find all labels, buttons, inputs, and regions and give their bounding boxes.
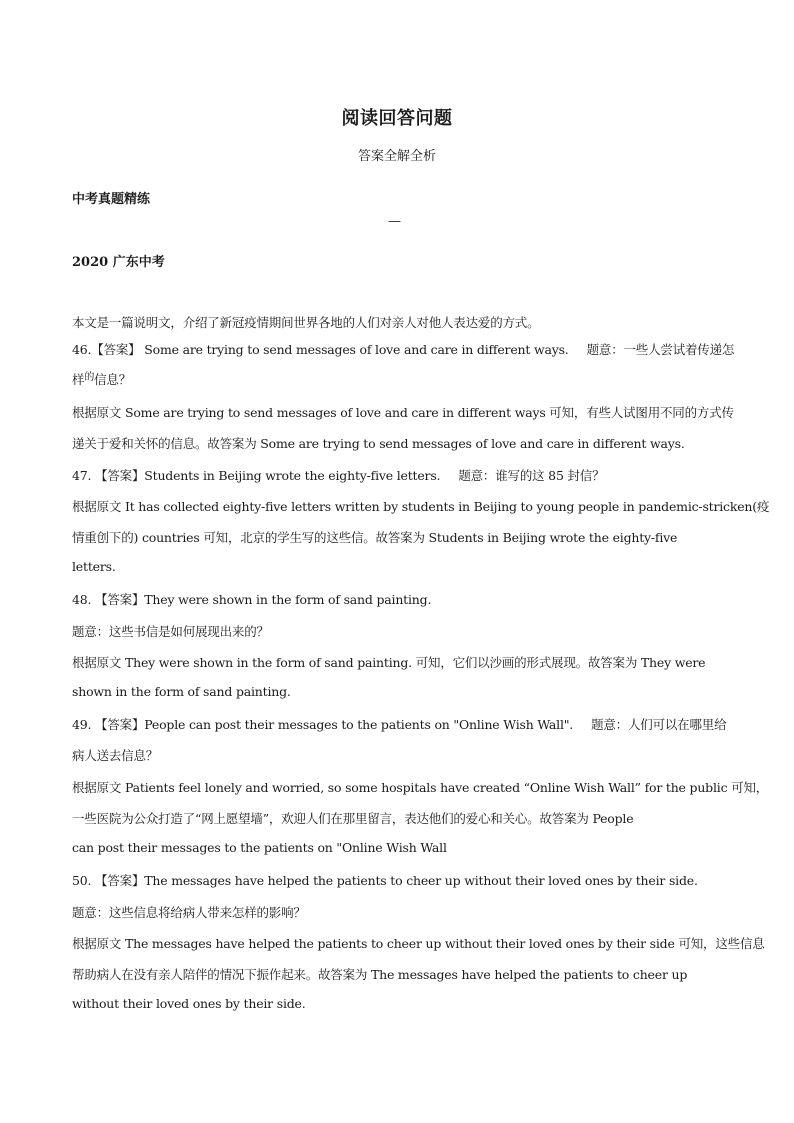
answer-line: 根据原文 Some are trying to send messages of love and care in different ways 可知，有些人试图用不同的方式传 [72,405,734,420]
answer-line: without their loved ones by their side. [72,996,306,1011]
section-heading: 中考真题精练 [72,192,151,207]
intro-paragraph: 本文是一篇说明文，介绍了新冠疫情期间世界各地的人们对亲人对他人表达爱的方式。 [72,315,540,330]
answer-line: shown in the form of sand painting. [72,684,291,699]
answer-line [72,715,727,733]
line-text-question: 信息？ [94,372,132,387]
page-title: 阅读回答问题 [341,108,453,129]
answer-line: 48. 【答案】They were shown in the form of sand painting. [72,592,432,607]
answer-line: 根据原文 The messages have helped the patients to cheer up without their loved ones by their side 可知，这些信息 [72,936,765,951]
line-text-sup: 的 [84,372,95,383]
line-text: 46.【答案】 Some are trying to send messages of love and care in different ways. [72,342,569,357]
answer-line [72,466,724,484]
answer-line: 50. 【答案】The messages have helped the patients to cheer up without their loved ones by their side. [72,873,698,888]
answer-line: 根据原文 It has collected eighty-five letters written by students in Beijing to young people in pandemic-stricken(疫 [72,499,770,514]
answer-line: 题意：这些书信是如何展现出来的？ [72,624,269,639]
answer-line: 根据原文 Patients feel lonely and worried, so some hospitals have created “Online Wish Wall” for the public 可知， [72,780,769,795]
answer-line: can post their messages to the patients on "Online Wish Wall [72,840,447,855]
line-text-question: 题意：人们可以在哪里给 [591,717,727,732]
answer-line: letters. [72,559,116,574]
answer-line: 帮助病人在没有亲人陪伴的情况下振作起来。故答案为 The messages have helped the patients to cheer up [72,967,688,982]
line-text: 49. 【答案】People can post their messages to the patients on "Online Wish Wall". [72,717,574,732]
line-text-question: 题意：一些人尝试着传递怎 [586,342,735,357]
answer-line: 一些医院为公众打造了“网上愿望墙”，欢迎人们在那里留言，表达他们的爱心和关心。故答案为 People [72,811,634,826]
answer-line: 题意：这些信息将给病人带来怎样的影响？ [72,905,306,920]
line-text: 47. 【答案】Students in Beijing wrote the eighty-five letters. [72,468,441,483]
line-text-question: 题意：谁写的这 85 封信？ [458,468,605,483]
answer-line [72,370,724,388]
exam-heading: 2020 广东中考 [72,255,165,270]
page-subtitle: 答案全解全析 [357,149,436,164]
answer-line: 情重创下的) countries 可知，北京的学生写的这些信。故答案为 Students in Beijing wrote the eighty-five [72,530,678,545]
answer-line: 根据原文 They were shown in the form of sand painting. 可知，它们以沙画的形式展现。故答案为 They were [72,655,706,670]
line-text: 样 [72,372,85,387]
answer-line: 病人送去信息？ [72,748,159,763]
section-divider: — [388,214,401,229]
answer-line: 递关于爱和关怀的信息。故答案为 Some are trying to send messages of love and care in different ways. [72,436,685,451]
answer-line [72,340,735,358]
